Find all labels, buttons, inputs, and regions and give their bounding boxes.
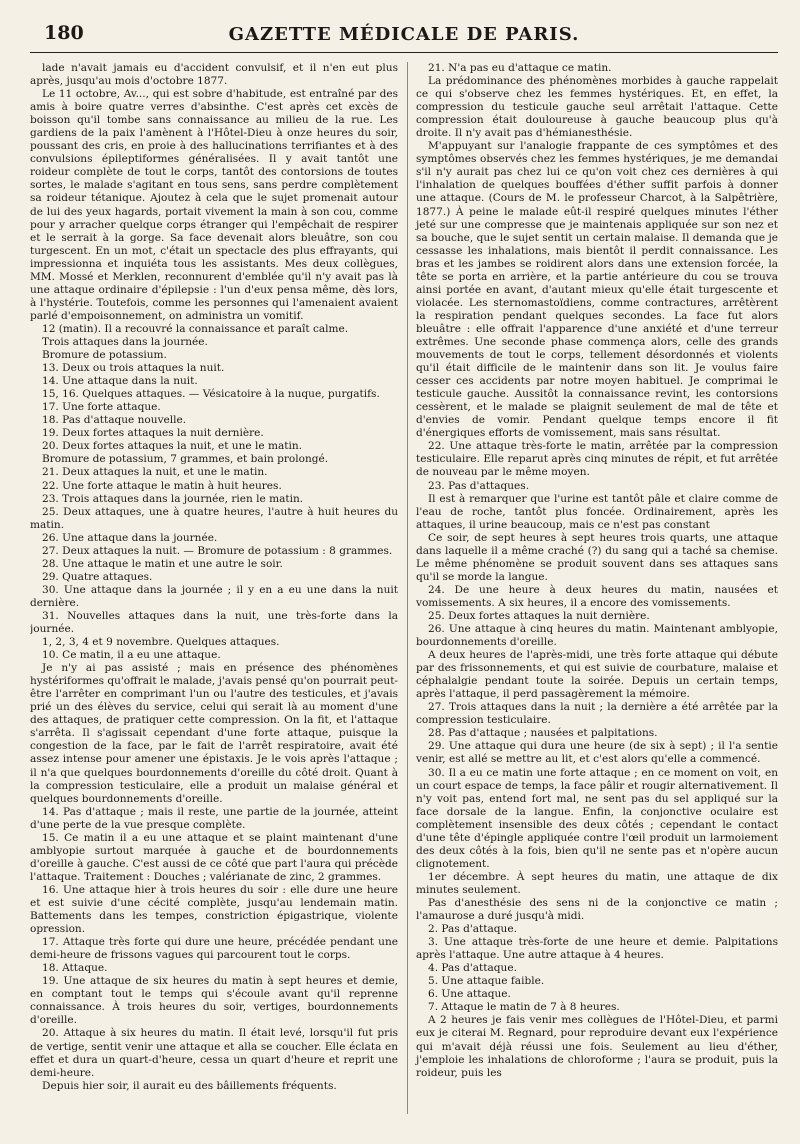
- paragraph: Pas d'anesthésie des sens ni de la conjonctive ce matin ; l'amaurose a duré jusqu'à midi.: [416, 897, 778, 923]
- paragraph: 18. Attaque.: [42, 962, 108, 975]
- paragraph: 5. Une attaque faible.: [428, 975, 545, 988]
- paragraph: 20. Deux fortes attaques la nuit, et une le matin.: [42, 440, 303, 453]
- right-column: [407, 62, 778, 1114]
- paragraph: 20. Attaque à six heures du matin. Il était levé, lorsqu'il fut pris de vertige, sentit venir une attaque et alla se coucher. Elle éclata en effet et dura un quart-d'heure, cessa un quart d'heure et reprit une demi-heure.: [30, 1027, 398, 1079]
- paragraph: 4. Pas d'attaque.: [428, 962, 517, 975]
- paragraph: 28. Une attaque le matin et une autre le soir.: [42, 557, 283, 570]
- paragraph: 7. Attaque le matin de 7 à 8 heures.: [428, 1001, 620, 1014]
- paragraph: 26. Une attaque à cinq heures du matin. Maintenant amblyopie, bourdonnements d'oreille.: [416, 623, 778, 649]
- paragraph: lade n'avait jamais eu d'accident convulsif, et il n'en eut plus après, jusqu'au mois d'octobre 1877.: [30, 62, 398, 88]
- paragraph: 14. Une attaque dans la nuit.: [42, 375, 198, 388]
- paragraph: Bromure de potassium, 7 grammes, et bain prolongé.: [42, 453, 329, 466]
- paragraph: 31. Nouvelles attaques dans la nuit, une très-forte dans la journée.: [30, 609, 398, 636]
- paragraph: 18. Pas d'attaque nouvelle.: [42, 414, 187, 427]
- text-columns: [30, 62, 778, 1114]
- paragraph: 26. Une attaque dans la journée.: [42, 531, 218, 544]
- paragraph: 1er décembre. À sept heures du matin, une attaque de dix minutes seulement.: [416, 870, 778, 896]
- paragraph: 25. Deux attaques, une à quatre heures, l'autre à huit heures du matin.: [30, 505, 398, 531]
- paragraph: Il est à remarquer que l'urine est tantôt pâle et claire comme de l'eau de roche, tantôt plus foncée. Ordinairement, après les attaques, il urine beaucoup, mais ce n'est pas constant: [416, 492, 778, 531]
- paragraph: 22. Une forte attaque le matin à huit heures.: [42, 479, 282, 492]
- paragraph: 23. Trois attaques dans la journée, rien le matin.: [42, 492, 304, 505]
- paragraph: Depuis hier soir, il aurait eu des bâillements fréquents.: [42, 1079, 337, 1092]
- paragraph: A 2 heures je fais venir mes collègues de l'Hôtel-Dieu, et parmi eux je citerai M. Regnard, pour reproduire devant eux l'expérience qui m'avait déjà réussi une fois. Seulement au lieu d'éther, j'emploie les inhalations de chloroforme ; l'aura se produit, puis la roideur, puis les: [416, 1014, 778, 1079]
- left-column: [30, 62, 398, 1114]
- paragraph: 29. Une attaque qui dura une heure (de six à sept) ; il l'a sentie venir, est allé se mettre au lit, et c'est alors qu'elle a commencé.: [416, 740, 778, 766]
- paragraph: 21. Deux attaques la nuit, et une le matin.: [42, 466, 268, 479]
- paragraph: 19. Une attaque de six heures du matin à sept heures et demie, en comptant tout le temps qui s'écoule avant qu'il reprenne connaissance. À trois heures du soir, vertiges, bourdonnements d'oreille.: [30, 975, 398, 1027]
- paragraph: Je n'y ai pas assisté ; mais en présence des phénomènes hystériformes qu'offrait le malade, j'avais pensé qu'on pourrait peut-être l'arrêter en comprimant l'un ou l'autre des testicules, et j'avais prié un des élèves du service, celui qui serait là au moment d'une des attaques, de pratiquer cette compression. On la fit, et l'attaque s'arrêta. Il s'agissait cependant d'une forte attaque, puisque la congestion de la face, par le fait de l'arrêt respiratoire, avait été assez intense pour amener une épistaxis. Je le vois après l'attaque ; il n'a que quelques bourdonnements d'oreille du côté droit. Quant à la compression testiculaire, elle a produit un malaise général et quelques bourdonnements d'oreille.: [30, 662, 398, 805]
- paragraph: M'appuyant sur l'analogie frappante de ces symptômes et des symptômes observés chez les femmes hystériques, je me demandai s'il n'y aurait pas chez lui ce qu'on voit chez ces dernières à qui l'inhalation de quelques bouffées d'éther suffit parfois à donner une attaque. (Cours de M. le professeur Charcot, à la Salpêtrière, 1877.) À peine le malade eût-il respiré quelques minutes l'éther jeté sur une compresse que je maintenais appliquée sur son nez et sa bouche, que le sujet sentit un certain malaise. Il demanda que je cessasse les inhalations, mais bientôt il perdit connaissance. Les bras et les jambes se roidirent alors dans une extension forcée, la tête se porta en arrière, et la partie antérieure du cou se trouva ainsi portée en avant, d'autant mieux qu'elle était turgescente et violacée. Les sternomastoïdiens, comme contractures, arrêtèrent la respiration pendant quelques secondes. La face fut alors bleuâtre : elle offrait l'apparence d'une anxiété et d'une terreur extrêmes. Une seconde phase commença alors, celle des grands mouvements de tout le corps, tellement désordonnés et violents qu'il était difficile de le maintenir dans son lit. Je voulus faire cesser ces accidents par notre moyen habituel. Je comprimai le testicule gauche. Aussitôt la connaissance revint, les contorsions cessèrent, et le malade se plaignit seulement de mal de tête et d'envies de vomir. Pendant quelque temps encore il fit d'énergiques efforts de vomissement, mais sans résultat.: [416, 140, 778, 440]
- paragraph: 13. Deux ou trois attaques la nuit.: [42, 362, 225, 375]
- paragraph: 24. De une heure à deux heures du matin, nausées et vomissements. A six heures, il a encore des vomissements.: [416, 583, 778, 609]
- paragraph: 17. Attaque très forte qui dure une heure, précédée pendant une demi-heure de frissons vagues qui parcourent tout le corps.: [30, 936, 398, 962]
- paragraph: Le 11 octobre, Av..., qui est sobre d'habitude, est entraîné par des amis à boire quatre verres d'absinthe. C'est après cet excès de boisson qu'il tombe sans connaissance au milieu de la rue. Les gardiens de la paix l'amènent à l'Hôtel-Dieu à onze heures du soir, poussant des cris, en proie à des hallucinations terrifiantes et à des convulsions épileptiformes généralisées. Il y avait tantôt une roideur complète de tout le corps, tantôt des contorsions de toutes sortes, le malade s'agitant en tous sens, sans perdre complètement sa roideur tétanique. Ajoutez à cela que le sujet promenait autour de lui des yeux hagards, portait vivement la main à son cou, comme pour y arracher quelque corps étranger qui l'empêchait de respirer et le serrait à la gorge. Sa face devenait alors bleuâtre, son cou turgescent. En un mot, c'était un spectacle des plus effrayants, qui impressionna et inquiéta tous les assistants. Mes deux collègues, MM. Mossé et Merklen, reconnurent d'emblée qu'il n'y avait pas là une attaque ordinaire d'épilepsie : l'un d'eux pensa même, dès lors, à l'hystérie. Toutefois, comme les personnes qui l'amenaient avaient parlé d'empoisonnement, on administra un vomitif.: [30, 88, 398, 322]
- paragraph: 12 (matin). Il a recouvré la connaissance et paraît calme.: [42, 322, 349, 335]
- paragraph: 22. Une attaque très-forte le matin, arrêtée par la compression testiculaire. Elle reparut après cinq minutes de répit, et fut arrêtée de nouveau par le même moyen.: [416, 440, 778, 479]
- journal-title: GAZETTE MÉDICALE DE PARIS.: [228, 24, 580, 45]
- paragraph: 2. Pas d'attaque.: [428, 923, 517, 936]
- paragraph: 16. Une attaque hier à trois heures du soir : elle dure une heure et est suivie d'une cécité complète, jusqu'au lendemain matin. Battements dans les tempes, constriction épigastrique, violente opression.: [30, 883, 398, 936]
- paragraph: Ce soir, de sept heures à sept heures trois quarts, une attaque dans laquelle il a même craché (?) du sang qui a taché sa chemise. Le même phénomène se produit souvent dans ses attaques sans qu'il se morde la langue.: [416, 531, 778, 583]
- paragraph: 27. Trois attaques dans la nuit ; la dernière a été arrêtée par la compression testiculaire.: [416, 701, 778, 727]
- paragraph: Bromure de potassium.: [42, 349, 167, 362]
- paragraph: 21. N'a pas eu d'attaque ce matin.: [428, 62, 612, 74]
- paragraph: 28. Pas d'attaque ; nausées et palpitations.: [428, 727, 658, 740]
- paragraph: 14. Pas d'attaque ; mais il reste, une partie de la journée, atteint d'une perte de la vue presque complète.: [30, 805, 398, 831]
- paragraph: 23. Pas d'attaques.: [428, 479, 530, 492]
- paragraph: 30. Il a eu ce matin une forte attaque ; en ce moment on voit, en un court espace de temps, la face pâlir et rougir alternativement. Il n'y voit pas, entend fort mal, ne sent pas du sel appliqué sur la face dorsale de la langue. Enfin, la conjonctive oculaire est complètement insensible des deux côtés ; cependant le contact d'une tête d'épingle appliquée contre l'œil produit un larmoiement des deux côtés à la fois, bien qu'il ne sente pas et n'opère aucun clignotement.: [416, 766, 778, 870]
- paragraph: 1, 2, 3, 4 et 9 novembre. Quelques attaques.: [42, 636, 280, 649]
- paragraph: 15. Ce matin il a eu une attaque et se plaint maintenant d'une amblyopie surtout marquée à gauche et de bourdonnements d'oreille à gauche. C'est aussi de ce côté que part l'aura qui précède l'attaque. Traitement : Douches ; valérianate de zinc, 2 grammes.: [30, 831, 398, 883]
- page-header: [30, 22, 778, 53]
- paragraph: 27. Deux attaques la nuit. — Bromure de potassium : 8 grammes.: [42, 544, 393, 557]
- paragraph: La prédominance des phénomènes morbides à gauche rappelait ce qui s'observe chez les femmes hystériques. Et, en effet, la compression du testicule gauche seul arrêtait l'attaque. Cette compression était douloureuse à gauche beaucoup plus qu'à droite. Il n'y avait pas d'hémianesthésie.: [416, 75, 778, 140]
- paragraph: 29. Quatre attaques.: [42, 570, 153, 583]
- paragraph: 6. Une attaque.: [428, 988, 511, 1001]
- paragraph: 10. Ce matin, il a eu une attaque.: [42, 649, 221, 662]
- page-number: 180: [44, 22, 84, 44]
- paragraph: 25. Deux fortes attaques la nuit dernière.: [428, 609, 650, 622]
- paragraph: 30. Une attaque dans la journée ; il y en a eu une dans la nuit dernière.: [30, 583, 398, 609]
- paragraph: 19. Deux fortes attaques la nuit dernière.: [42, 427, 264, 440]
- paragraph: A deux heures de l'après-midi, une très forte attaque qui débute par des frissonnements, et qui est suivie de courbature, malaise et céphalalgie pendant toute la soirée. Depuis un certain temps, après l'attaque, il perd passagèrement la mémoire.: [416, 649, 778, 701]
- paragraph: Trois attaques dans la journée.: [42, 335, 208, 348]
- paragraph: 15, 16. Quelques attaques. — Vésicatoire à la nuque, purgatifs.: [42, 388, 380, 401]
- paragraph: 17. Une forte attaque.: [42, 401, 161, 414]
- paragraph: 3. Une attaque très-forte de une heure et demie. Palpitations après l'attaque. Une autre attaque à 4 heures.: [416, 936, 778, 962]
